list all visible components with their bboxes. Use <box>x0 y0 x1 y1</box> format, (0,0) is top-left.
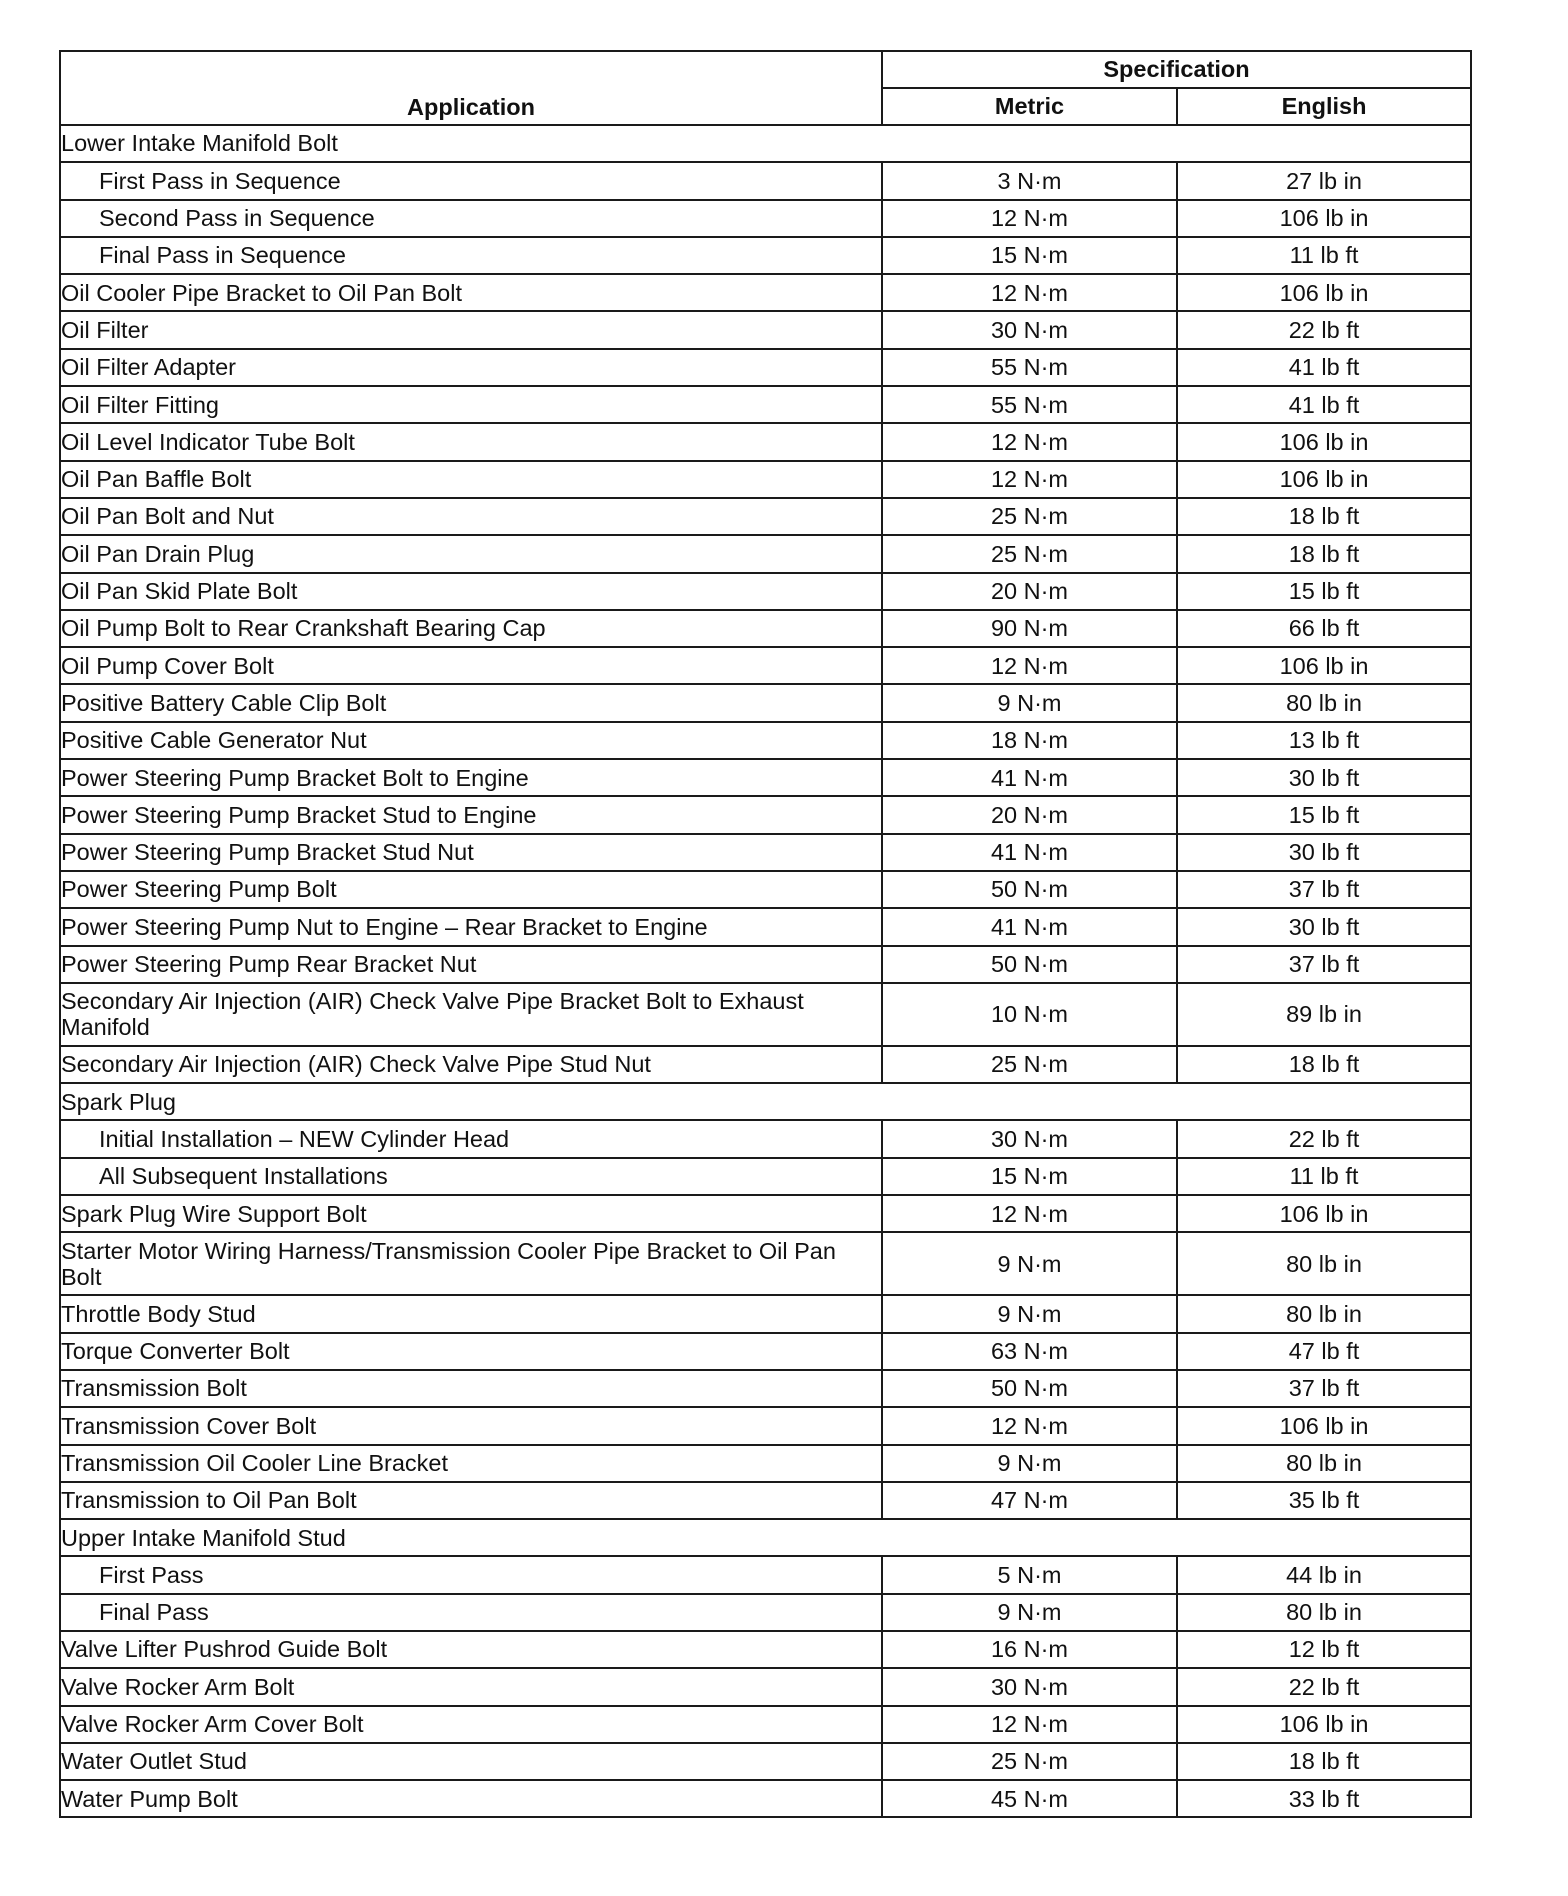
application-cell: Oil Pan Bolt and Nut <box>60 498 882 535</box>
metric-value-cell: 20 N·m <box>882 573 1177 610</box>
english-value-cell: 80 lb in <box>1177 1594 1471 1631</box>
application-cell: Oil Pan Drain Plug <box>60 535 882 572</box>
metric-value-cell: 30 N·m <box>882 311 1177 348</box>
english-value-cell: 47 lb ft <box>1177 1333 1471 1370</box>
metric-value-cell: 20 N·m <box>882 796 1177 833</box>
table-row <box>60 834 1471 871</box>
table-row <box>60 1594 1471 1631</box>
table-row <box>60 237 1471 274</box>
application-cell: Secondary Air Injection (AIR) Check Valve Pipe Bracket Bolt to Exhaust Manifold <box>60 983 882 1046</box>
application-cell: Oil Filter Adapter <box>60 349 882 386</box>
metric-value-cell: 12 N·m <box>882 1407 1177 1444</box>
application-cell: Transmission Cover Bolt <box>60 1407 882 1444</box>
english-value-cell: 106 lb in <box>1177 1195 1471 1232</box>
application-cell: Oil Filter <box>60 311 882 348</box>
table-row <box>60 1295 1471 1332</box>
english-value-cell: 106 lb in <box>1177 1407 1471 1444</box>
english-value-cell: 30 lb ft <box>1177 759 1471 796</box>
english-value-cell: 33 lb ft <box>1177 1780 1471 1817</box>
application-column-header: Application <box>60 51 882 125</box>
application-cell: Power Steering Pump Bracket Stud Nut <box>60 834 882 871</box>
english-value-cell: 80 lb in <box>1177 1295 1471 1332</box>
application-cell: Final Pass <box>60 1594 882 1631</box>
application-cell: Second Pass in Sequence <box>60 200 882 237</box>
metric-value-cell: 16 N·m <box>882 1631 1177 1668</box>
english-value-cell: 15 lb ft <box>1177 796 1471 833</box>
application-cell: Power Steering Pump Rear Bracket Nut <box>60 946 882 983</box>
application-cell: First Pass in Sequence <box>60 162 882 199</box>
group-header-row <box>60 1083 1471 1120</box>
table-row <box>60 1445 1471 1482</box>
english-value-cell: 41 lb ft <box>1177 349 1471 386</box>
application-cell: Power Steering Pump Bracket Bolt to Engine <box>60 759 882 796</box>
application-cell: Power Steering Pump Bracket Stud to Engine <box>60 796 882 833</box>
application-cell: Oil Pump Cover Bolt <box>60 647 882 684</box>
english-column-header: English <box>1177 88 1471 125</box>
english-value-cell: 106 lb in <box>1177 647 1471 684</box>
english-value-cell: 18 lb ft <box>1177 1743 1471 1780</box>
application-cell: Oil Level Indicator Tube Bolt <box>60 423 882 460</box>
english-value-cell: 27 lb in <box>1177 162 1471 199</box>
english-value-cell: 18 lb ft <box>1177 1046 1471 1083</box>
english-value-cell: 18 lb ft <box>1177 535 1471 572</box>
metric-value-cell: 15 N·m <box>882 237 1177 274</box>
table-row <box>60 311 1471 348</box>
metric-value-cell: 9 N·m <box>882 1232 1177 1295</box>
application-cell: Oil Cooler Pipe Bracket to Oil Pan Bolt <box>60 274 882 311</box>
application-cell: Spark Plug <box>60 1083 1471 1120</box>
english-value-cell: 80 lb in <box>1177 1232 1471 1295</box>
metric-value-cell: 25 N·m <box>882 535 1177 572</box>
fastener-torque-table <box>59 50 1472 1818</box>
table-row <box>60 1556 1471 1593</box>
table-row <box>60 871 1471 908</box>
table-row <box>60 1780 1471 1817</box>
metric-value-cell: 12 N·m <box>882 274 1177 311</box>
metric-value-cell: 41 N·m <box>882 834 1177 871</box>
metric-value-cell: 9 N·m <box>882 1594 1177 1631</box>
table-row <box>60 1370 1471 1407</box>
table-row <box>60 1706 1471 1743</box>
english-value-cell: 89 lb in <box>1177 983 1471 1046</box>
table-row <box>60 1333 1471 1370</box>
application-cell: Oil Pan Baffle Bolt <box>60 461 882 498</box>
metric-value-cell: 12 N·m <box>882 200 1177 237</box>
metric-value-cell: 50 N·m <box>882 1370 1177 1407</box>
english-value-cell: 35 lb ft <box>1177 1482 1471 1519</box>
metric-value-cell: 9 N·m <box>882 1295 1177 1332</box>
table-row <box>60 423 1471 460</box>
table-row <box>60 1407 1471 1444</box>
english-value-cell: 37 lb ft <box>1177 871 1471 908</box>
application-cell: Valve Lifter Pushrod Guide Bolt <box>60 1631 882 1668</box>
table-row <box>60 983 1471 1046</box>
metric-value-cell: 18 N·m <box>882 722 1177 759</box>
application-cell: All Subsequent Installations <box>60 1158 882 1195</box>
table-row <box>60 1482 1471 1519</box>
table-row <box>60 1668 1471 1705</box>
table-header <box>60 51 1471 125</box>
table-row <box>60 684 1471 721</box>
english-value-cell: 18 lb ft <box>1177 498 1471 535</box>
metric-value-cell: 55 N·m <box>882 386 1177 423</box>
table-row <box>60 908 1471 945</box>
metric-value-cell: 30 N·m <box>882 1120 1177 1157</box>
table-row <box>60 498 1471 535</box>
application-cell: Secondary Air Injection (AIR) Check Valve Pipe Stud Nut <box>60 1046 882 1083</box>
specification-column-header: Specification <box>882 51 1471 88</box>
metric-value-cell: 15 N·m <box>882 1158 1177 1195</box>
application-cell: First Pass <box>60 1556 882 1593</box>
application-cell: Valve Rocker Arm Bolt <box>60 1668 882 1705</box>
table-body <box>60 125 1471 1817</box>
english-value-cell: 106 lb in <box>1177 423 1471 460</box>
english-value-cell: 11 lb ft <box>1177 237 1471 274</box>
metric-column-header: Metric <box>882 88 1177 125</box>
english-value-cell: 30 lb ft <box>1177 908 1471 945</box>
metric-value-cell: 45 N·m <box>882 1780 1177 1817</box>
metric-value-cell: 47 N·m <box>882 1482 1177 1519</box>
english-value-cell: 41 lb ft <box>1177 386 1471 423</box>
english-value-cell: 66 lb ft <box>1177 610 1471 647</box>
english-value-cell: 13 lb ft <box>1177 722 1471 759</box>
application-cell: Transmission Oil Cooler Line Bracket <box>60 1445 882 1482</box>
english-value-cell: 15 lb ft <box>1177 573 1471 610</box>
english-value-cell: 106 lb in <box>1177 200 1471 237</box>
metric-value-cell: 25 N·m <box>882 1743 1177 1780</box>
table-row <box>60 1232 1471 1295</box>
english-value-cell: 22 lb ft <box>1177 311 1471 348</box>
english-value-cell: 106 lb in <box>1177 274 1471 311</box>
english-value-cell: 12 lb ft <box>1177 1631 1471 1668</box>
table-row <box>60 647 1471 684</box>
application-cell: Throttle Body Stud <box>60 1295 882 1332</box>
table-row <box>60 200 1471 237</box>
table-row <box>60 796 1471 833</box>
application-cell: Starter Motor Wiring Harness/Transmission Cooler Pipe Bracket to Oil Pan Bolt <box>60 1232 882 1295</box>
metric-value-cell: 41 N·m <box>882 908 1177 945</box>
table-row <box>60 946 1471 983</box>
english-value-cell: 22 lb ft <box>1177 1120 1471 1157</box>
english-value-cell: 30 lb ft <box>1177 834 1471 871</box>
metric-value-cell: 25 N·m <box>882 1046 1177 1083</box>
metric-value-cell: 55 N·m <box>882 349 1177 386</box>
metric-value-cell: 12 N·m <box>882 423 1177 460</box>
metric-value-cell: 3 N·m <box>882 162 1177 199</box>
metric-value-cell: 12 N·m <box>882 1195 1177 1232</box>
metric-value-cell: 90 N·m <box>882 610 1177 647</box>
application-cell: Valve Rocker Arm Cover Bolt <box>60 1706 882 1743</box>
table-row <box>60 1046 1471 1083</box>
application-cell: Positive Cable Generator Nut <box>60 722 882 759</box>
application-cell: Power Steering Pump Nut to Engine – Rear Bracket to Engine <box>60 908 882 945</box>
table-row <box>60 274 1471 311</box>
application-cell: Oil Pan Skid Plate Bolt <box>60 573 882 610</box>
metric-value-cell: 5 N·m <box>882 1556 1177 1593</box>
table-row <box>60 1120 1471 1157</box>
metric-value-cell: 12 N·m <box>882 1706 1177 1743</box>
table-row <box>60 1743 1471 1780</box>
table-row <box>60 722 1471 759</box>
table-row <box>60 573 1471 610</box>
table-row <box>60 1195 1471 1232</box>
application-cell: Spark Plug Wire Support Bolt <box>60 1195 882 1232</box>
table-row <box>60 349 1471 386</box>
table-row <box>60 1631 1471 1668</box>
metric-value-cell: 9 N·m <box>882 684 1177 721</box>
application-cell: Water Outlet Stud <box>60 1743 882 1780</box>
application-cell: Oil Pump Bolt to Rear Crankshaft Bearing Cap <box>60 610 882 647</box>
metric-value-cell: 50 N·m <box>882 871 1177 908</box>
fastener-spec-sheet <box>59 50 1470 1818</box>
group-header-row <box>60 1519 1471 1556</box>
english-value-cell: 37 lb ft <box>1177 1370 1471 1407</box>
metric-value-cell: 25 N·m <box>882 498 1177 535</box>
application-cell: Initial Installation – NEW Cylinder Head <box>60 1120 882 1157</box>
metric-value-cell: 10 N·m <box>882 983 1177 1046</box>
english-value-cell: 44 lb in <box>1177 1556 1471 1593</box>
application-cell: Oil Filter Fitting <box>60 386 882 423</box>
metric-value-cell: 30 N·m <box>882 1668 1177 1705</box>
english-value-cell: 11 lb ft <box>1177 1158 1471 1195</box>
metric-value-cell: 41 N·m <box>882 759 1177 796</box>
application-cell: Water Pump Bolt <box>60 1780 882 1817</box>
group-header-row <box>60 125 1471 162</box>
application-cell: Transmission to Oil Pan Bolt <box>60 1482 882 1519</box>
table-row <box>60 1158 1471 1195</box>
table-row <box>60 162 1471 199</box>
english-value-cell: 80 lb in <box>1177 1445 1471 1482</box>
english-value-cell: 106 lb in <box>1177 461 1471 498</box>
application-cell: Final Pass in Sequence <box>60 237 882 274</box>
english-value-cell: 80 lb in <box>1177 684 1471 721</box>
application-cell: Upper Intake Manifold Stud <box>60 1519 1471 1556</box>
application-cell: Torque Converter Bolt <box>60 1333 882 1370</box>
table-row <box>60 610 1471 647</box>
metric-value-cell: 9 N·m <box>882 1445 1177 1482</box>
english-value-cell: 22 lb ft <box>1177 1668 1471 1705</box>
table-row <box>60 461 1471 498</box>
table-row <box>60 386 1471 423</box>
table-row <box>60 759 1471 796</box>
metric-value-cell: 12 N·m <box>882 647 1177 684</box>
metric-value-cell: 63 N·m <box>882 1333 1177 1370</box>
english-value-cell: 106 lb in <box>1177 1706 1471 1743</box>
table-row <box>60 535 1471 572</box>
metric-value-cell: 50 N·m <box>882 946 1177 983</box>
application-cell: Lower Intake Manifold Bolt <box>60 125 1471 162</box>
application-cell: Positive Battery Cable Clip Bolt <box>60 684 882 721</box>
english-value-cell: 37 lb ft <box>1177 946 1471 983</box>
metric-value-cell: 12 N·m <box>882 461 1177 498</box>
application-cell: Transmission Bolt <box>60 1370 882 1407</box>
application-cell: Power Steering Pump Bolt <box>60 871 882 908</box>
